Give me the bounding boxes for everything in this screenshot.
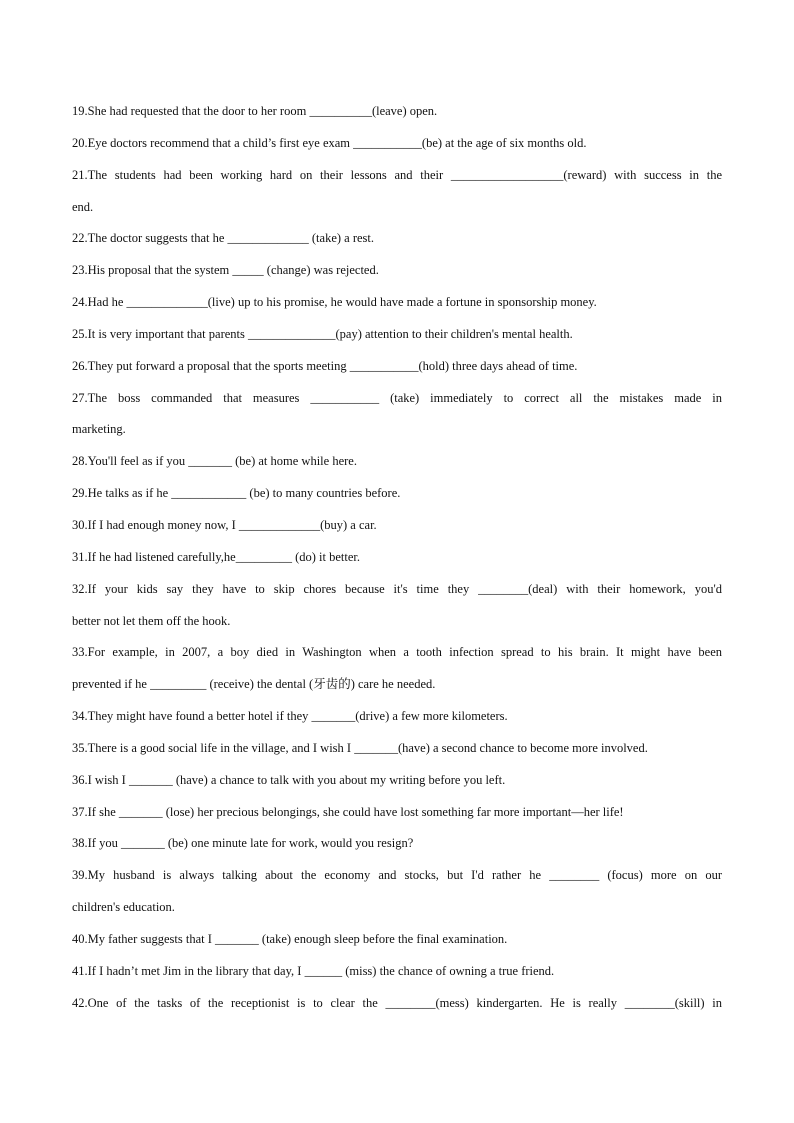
text-line: end.: [72, 199, 94, 214]
worksheet-page: [72, 96, 722, 1019]
text-line: 30.If I had enough money now, I _____________(buy) a car.: [72, 517, 377, 532]
text-line: 22.The doctor suggests that he _____________ (take) a rest.: [72, 231, 375, 246]
text-line: 35.There is a good social life in the village, and I wish I _______(have) a second chance to become more involved.: [72, 740, 648, 755]
text-line: 38.If you _______ (be) one minute late for work, would you resign?: [72, 836, 414, 851]
text-line: 33.For example, in 2007, a boy died in Washington when a tooth infection spread to his brain. It might have been: [72, 645, 722, 660]
text-line: 40.My father suggests that I _______ (take) enough sleep before the final examination.: [72, 931, 508, 946]
text-line: 36.I wish I _______ (have) a chance to talk with you about my writing before you left.: [72, 772, 506, 787]
text-line: 42.One of the tasks of the receptionist is to clear the ________(mess) kindergarten. He is really ________(skill) in: [72, 995, 722, 1010]
text-line: 23.His proposal that the system _____ (change) was rejected.: [72, 263, 379, 278]
text-line: 41.If I hadn’t met Jim in the library that day, I ______ (miss) the chance of owning a true friend.: [72, 963, 555, 978]
text-line: prevented if he _________ (receive) the dental (牙齿的) care he needed.: [72, 677, 436, 692]
text-line: 21.The students had been working hard on their lessons and their __________________(reward) with success in the: [72, 167, 722, 182]
text-line: 39.My husband is always talking about the economy and stocks, but I'd rather he ________ (focus) more on our: [72, 868, 722, 883]
text-line: 28.You'll feel as if you _______ (be) at home while here.: [72, 454, 357, 469]
text-line: 29.He talks as if he ____________ (be) to many countries before.: [72, 486, 401, 501]
text-line: 34.They might have found a better hotel if they _______(drive) a few more kilometers.: [72, 709, 508, 724]
text-line: 27.The boss commanded that measures ___________ (take) immediately to correct all the mistakes made in: [72, 390, 722, 405]
text-line: 26.They put forward a proposal that the sports meeting ___________(hold) three days ahead of time.: [72, 358, 578, 373]
text-line: marketing.: [72, 422, 126, 437]
text-line: 19.She had requested that the door to her room __________(leave) open.: [72, 104, 438, 118]
text-line: 37.If she _______ (lose) her precious belongings, she could have lost something far more important—her life!: [72, 804, 624, 819]
text-line: 24.Had he _____________(live) up to his promise, he would have made a fortune in sponsorship money.: [72, 295, 597, 310]
text-line: better not let them off the hook.: [72, 613, 231, 628]
text-line: 31.If he had listened carefully,he_________ (do) it better.: [72, 549, 360, 564]
text-line: children's education.: [72, 900, 175, 915]
text-line: 25.It is very important that parents ______________(pay) attention to their children's mental health.: [72, 326, 573, 341]
text-line: 32.If your kids say they have to skip chores because it's time they ________(deal) with their homework, you'd: [72, 581, 722, 596]
text-line: 20.Eye doctors recommend that a child’s first eye exam ___________(be) at the age of six months old.: [72, 135, 587, 150]
